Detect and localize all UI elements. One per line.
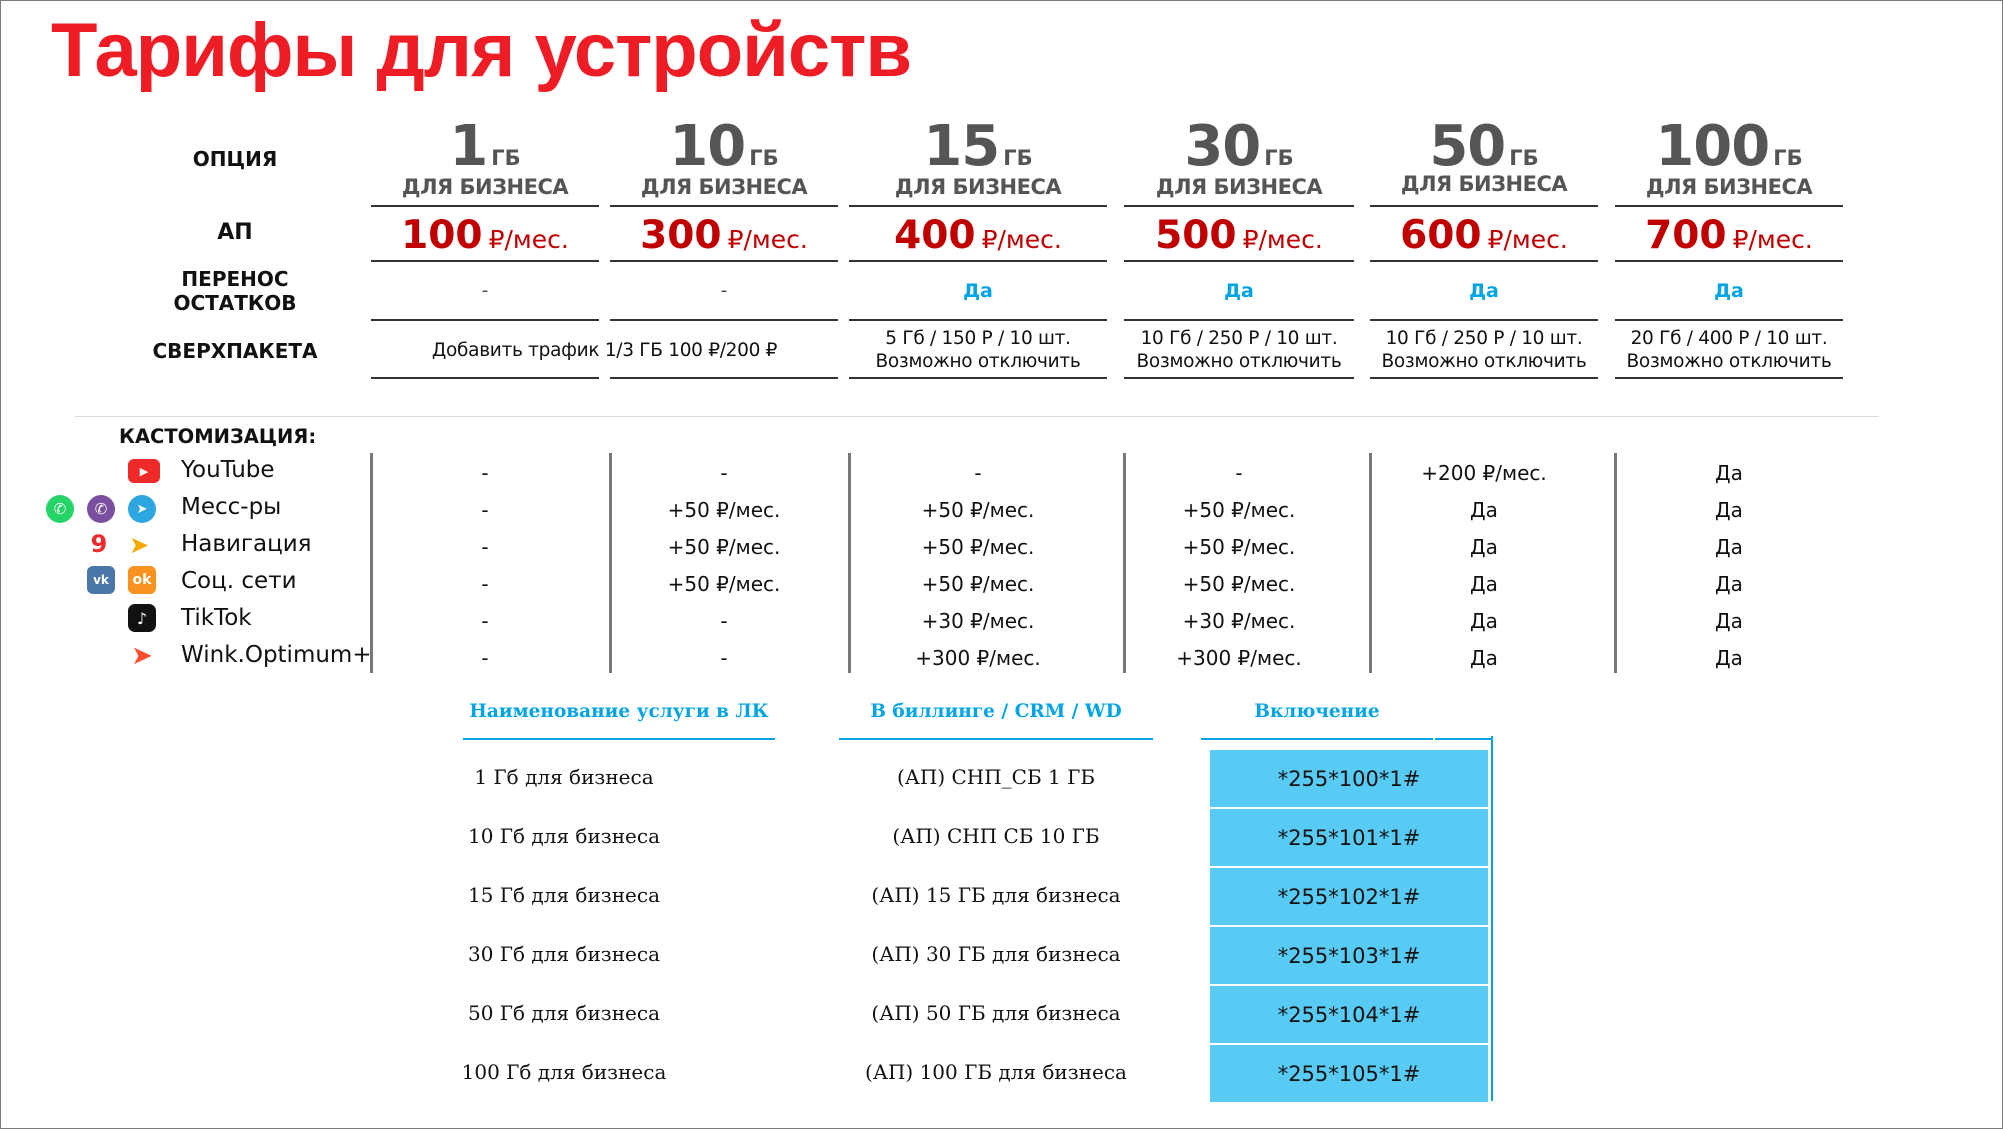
plan-carry-value: Да (1224, 280, 1254, 302)
service-value: +50 ₽/мес. (667, 535, 781, 559)
codes-row-billing: (АП) СНП_СБ 1 ГБ (896, 765, 1096, 789)
divider (371, 377, 599, 379)
row-label-extra: СВЕРХПАКЕТА (152, 339, 318, 363)
plan-subtitle: ДЛЯ БИЗНЕСА (640, 175, 808, 199)
service-name: Соц. сети (181, 568, 297, 594)
service-value: +200 ₽/мес. (1421, 461, 1547, 485)
vk-icon: vk (87, 566, 115, 594)
plan-gb-header (849, 114, 1107, 179)
codes-row-name: 15 Гб для бизнеса (467, 883, 660, 907)
viber-icon: ✆ (87, 495, 115, 523)
codes-row-ussd[interactable]: *255*100*1# (1210, 750, 1488, 809)
codes-row-ussd[interactable]: *255*102*1# (1210, 868, 1488, 927)
plan-gb-unit: ГБ (1509, 146, 1539, 170)
service-value: Да (1470, 609, 1498, 633)
service-value: Да (1715, 572, 1743, 596)
service-name: YouTube (181, 457, 275, 483)
row-label-option: ОПЦИЯ (192, 147, 278, 171)
codes-row-ussd[interactable]: *255*104*1# (1210, 986, 1488, 1045)
divider (1370, 260, 1598, 262)
service-value: +50 ₽/мес. (921, 498, 1035, 522)
divider (1370, 319, 1598, 321)
plan-price-unit: ₽/мес. (727, 225, 808, 254)
plan-carry-value: Да (1714, 280, 1744, 302)
section-divider (75, 416, 1879, 417)
service-value: Да (1470, 646, 1498, 670)
row-label-ap: АП (217, 220, 253, 245)
telegram-icon: ➤ (128, 495, 156, 523)
plan-extra-line1: 5 Гб / 150 Р / 10 шт. (885, 328, 1071, 349)
codes-row-name: 50 Гб для бизнеса (467, 1001, 660, 1025)
plan-gb-unit: ГБ (491, 146, 521, 170)
codes-row-name: 100 Гб для бизнеса (461, 1060, 667, 1084)
divider (1615, 260, 1843, 262)
codes-header-underline (1201, 738, 1433, 740)
plan-carry-value: Да (963, 280, 993, 302)
plan-price (1124, 213, 1354, 258)
divider (1615, 377, 1843, 379)
divider (1370, 377, 1598, 379)
divider (1124, 205, 1354, 207)
grid-vline (1123, 453, 1126, 673)
plan-price-unit: ₽/мес. (981, 225, 1062, 254)
extra-package-merged: Добавить трафик 1/3 ГБ 100 ₽/200 ₽ (431, 340, 778, 361)
plan-gb-unit: ГБ (1003, 146, 1033, 170)
plan-gb-value: 30 (1184, 114, 1261, 179)
grid-vline (370, 453, 373, 673)
service-value: Да (1470, 498, 1498, 522)
plan-gb-header (1124, 114, 1354, 179)
service-value: +50 ₽/мес. (1182, 498, 1296, 522)
odnoklassniki-icon: ok (128, 566, 156, 594)
codes-header-underline (463, 738, 775, 740)
codes-row-billing: (АП) 15 ГБ для бизнеса (871, 883, 1121, 907)
plan-subtitle: ДЛЯ БИЗНЕСА (894, 175, 1062, 199)
plan-gb-header (371, 114, 599, 179)
service-value: - (974, 461, 982, 485)
plan-price-value: 700 (1645, 213, 1727, 258)
plan-extra-line2: Возможно отключить (875, 351, 1081, 372)
youtube-icon: ▶ (128, 459, 160, 483)
codes-header-activation: Включение (1254, 701, 1380, 722)
service-value: - (481, 609, 489, 633)
divider (849, 377, 1107, 379)
codes-header-billing: В биллинге / CRM / WD (870, 701, 1122, 722)
service-value: +50 ₽/мес. (1182, 535, 1296, 559)
service-name: Навигация (181, 531, 312, 557)
plan-gb-unit: ГБ (1264, 146, 1294, 170)
plan-gb-value: 10 (669, 114, 746, 179)
codes-row-ussd[interactable]: *255*105*1# (1210, 1045, 1488, 1104)
codes-row-name: 10 Гб для бизнеса (467, 824, 660, 848)
plan-price (849, 213, 1107, 258)
codes-row-ussd[interactable]: *255*103*1# (1210, 927, 1488, 986)
service-value: +300 ₽/мес. (1176, 646, 1302, 670)
plan-gb-header (610, 114, 838, 179)
codes-header-name: Наименование услуги в ЛК (469, 701, 769, 722)
plan-price-value: 500 (1155, 213, 1237, 258)
plan-price-value: 100 (401, 213, 483, 258)
plan-gb-header (1615, 114, 1843, 179)
service-value: - (481, 572, 489, 596)
divider (610, 260, 838, 262)
codes-row-name: 30 Гб для бизнеса (467, 942, 660, 966)
plan-extra-line1: 20 Гб / 400 Р / 10 шт. (1630, 328, 1828, 349)
plan-subtitle: ДЛЯ БИЗНЕСА (1645, 175, 1813, 199)
divider (1370, 205, 1598, 207)
customization-label: КАСТОМИЗАЦИЯ: (119, 425, 317, 448)
plan-carry-value: - (481, 280, 489, 301)
service-value: +50 ₽/мес. (921, 535, 1035, 559)
service-value: - (481, 646, 489, 670)
service-value: Да (1715, 609, 1743, 633)
service-value: +300 ₽/мес. (915, 646, 1041, 670)
codes-header-underline (1435, 738, 1493, 740)
service-value: Да (1470, 572, 1498, 596)
plan-extra-line2: Возможно отключить (1626, 351, 1832, 372)
plan-price-value: 400 (894, 213, 976, 258)
divider (371, 205, 599, 207)
navigator-arrow-icon: ➤ (128, 531, 150, 559)
plan-price (1615, 213, 1843, 258)
codes-right-border (1491, 736, 1493, 1101)
service-value: - (481, 461, 489, 485)
divider (1124, 260, 1354, 262)
divider (371, 260, 599, 262)
service-name: Месс-ры (181, 494, 282, 520)
divider (610, 377, 838, 379)
divider (371, 319, 599, 321)
divider (1124, 377, 1354, 379)
service-value: +50 ₽/мес. (667, 572, 781, 596)
grid-vline (848, 453, 851, 673)
plan-gb-value: 50 (1429, 114, 1506, 179)
divider (849, 205, 1107, 207)
plan-gb-value: 15 (923, 114, 1000, 179)
plan-price-value: 600 (1400, 213, 1482, 258)
plan-extra-line1: 10 Гб / 250 Р / 10 шт. (1385, 328, 1583, 349)
divider (1615, 205, 1843, 207)
plan-extra-line2: Возможно отключить (1136, 351, 1342, 372)
plan-extra-line2: Возможно отключить (1381, 351, 1587, 372)
plan-subtitle: ДЛЯ БИЗНЕСА (1400, 172, 1568, 196)
plan-gb-unit: ГБ (749, 146, 779, 170)
service-value: - (720, 461, 728, 485)
grid-vline (1369, 453, 1372, 673)
map-pin-icon: 9 (90, 530, 108, 558)
plan-price-unit: ₽/мес. (1487, 225, 1568, 254)
plan-price-value: 300 (640, 213, 722, 258)
codes-row-name: 1 Гб для бизнеса (474, 765, 654, 789)
service-value: - (720, 646, 728, 670)
whatsapp-icon: ✆ (46, 495, 74, 523)
service-name: Wink.Optimum+ (181, 642, 372, 668)
plan-subtitle: ДЛЯ БИЗНЕСА (401, 175, 569, 199)
codes-row-ussd[interactable]: *255*101*1# (1210, 809, 1488, 868)
wink-icon: ➤ (131, 641, 153, 671)
divider (1124, 319, 1354, 321)
row-label-carry-line1: ПЕРЕНОС (181, 267, 289, 291)
service-value: Да (1715, 535, 1743, 559)
service-value: - (481, 498, 489, 522)
plan-gb-value: 100 (1655, 114, 1770, 179)
plan-subtitle: ДЛЯ БИЗНЕСА (1155, 175, 1323, 199)
service-value: +50 ₽/мес. (667, 498, 781, 522)
service-value: Да (1715, 498, 1743, 522)
page-title: Тарифы для устройств (51, 8, 912, 93)
codes-header-underline (839, 738, 1153, 740)
row-label-carry-line2: ОСТАТКОВ (173, 291, 297, 315)
codes-row-billing: (АП) 30 ГБ для бизнеса (871, 942, 1121, 966)
plan-price-unit: ₽/мес. (488, 225, 569, 254)
divider (1615, 319, 1843, 321)
plan-carry-value: - (720, 280, 728, 301)
codes-row-billing: (АП) 50 ГБ для бизнеса (871, 1001, 1121, 1025)
divider (610, 205, 838, 207)
grid-vline (1614, 453, 1617, 673)
divider (849, 319, 1107, 321)
service-value: Да (1715, 461, 1743, 485)
plan-price-unit: ₽/мес. (1732, 225, 1813, 254)
tiktok-icon: ♪ (128, 604, 156, 632)
service-value: Да (1715, 646, 1743, 670)
service-value: +50 ₽/мес. (921, 572, 1035, 596)
service-value: +30 ₽/мес. (921, 609, 1035, 633)
service-value: Да (1470, 535, 1498, 559)
service-value: - (481, 535, 489, 559)
service-value: - (1235, 461, 1243, 485)
divider (610, 319, 838, 321)
plan-price (371, 213, 599, 258)
row-label-carry (125, 267, 345, 315)
plan-gb-header (1370, 114, 1598, 179)
service-value: +50 ₽/мес. (1182, 572, 1296, 596)
plan-price-unit: ₽/мес. (1242, 225, 1323, 254)
plan-gb-value: 1 (449, 114, 488, 179)
service-value: - (720, 609, 728, 633)
plan-extra-line1: 10 Гб / 250 Р / 10 шт. (1140, 328, 1338, 349)
plan-carry-value: Да (1469, 280, 1499, 302)
codes-row-billing: (АП) СНП СБ 10 ГБ (892, 824, 1100, 848)
plan-price (1370, 213, 1598, 258)
codes-row-billing: (АП) 100 ГБ для бизнеса (865, 1060, 1127, 1084)
grid-vline (609, 453, 612, 673)
service-name: TikTok (181, 605, 252, 631)
divider (849, 260, 1107, 262)
service-value: +30 ₽/мес. (1182, 609, 1296, 633)
plan-gb-unit: ГБ (1773, 146, 1803, 170)
plan-price (610, 213, 838, 258)
